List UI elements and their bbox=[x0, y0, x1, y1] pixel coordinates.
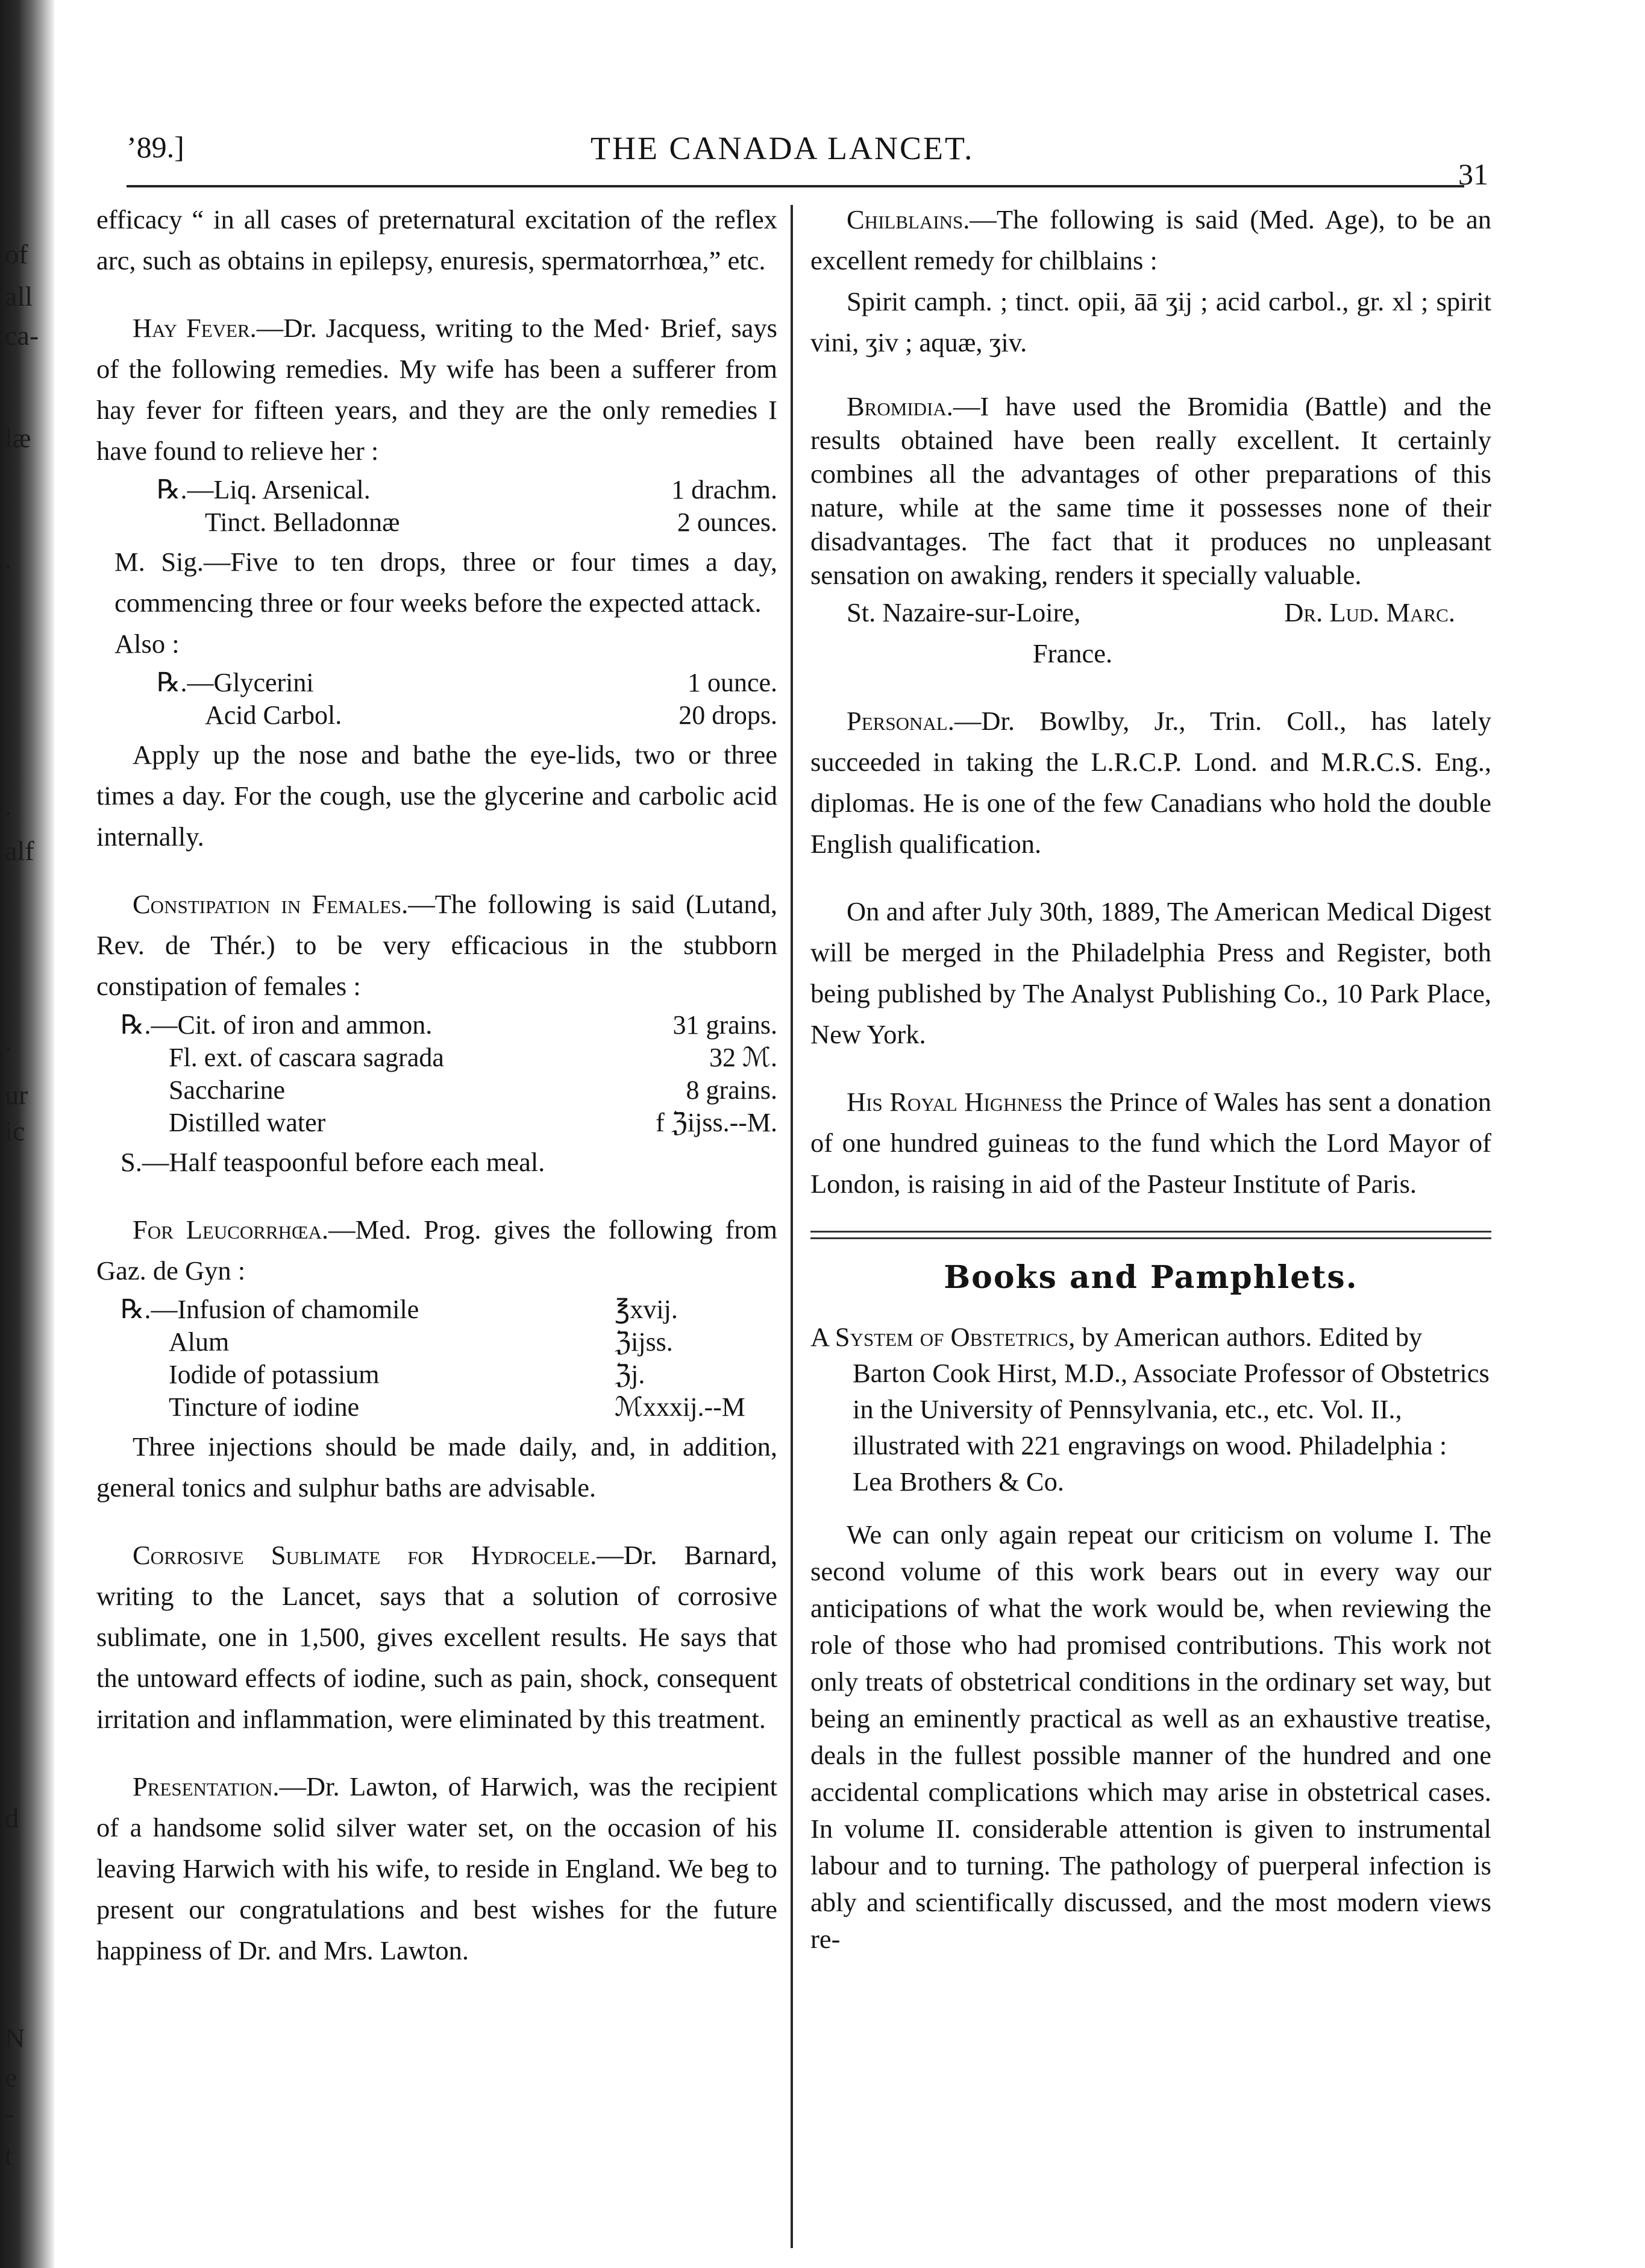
rx-amount: 31 grains. bbox=[672, 1010, 777, 1040]
constipation-article bbox=[96, 884, 777, 1183]
article-heading: Personal. bbox=[847, 706, 954, 736]
rx-item: ℞.—Infusion of chamomile bbox=[121, 1295, 419, 1324]
digest-notice: On and after July 30th, 1889, The American Medical Digest will be merged in the Philadelphia Press and Register, both being published by The Analyst Publishing Co., 10 Park Place, New York. bbox=[810, 896, 1491, 1049]
edge-fragment: . bbox=[5, 543, 12, 574]
article-body bbox=[96, 1209, 777, 1291]
prescription bbox=[96, 667, 777, 732]
signature-place: St. Nazaire-sur-Loire, bbox=[847, 597, 1081, 627]
edge-fragment: alf bbox=[5, 835, 34, 866]
edge-fragment: læ bbox=[5, 423, 31, 453]
chilblains-article bbox=[810, 199, 1491, 363]
rx-amount: ℳxxxij.--M bbox=[615, 1392, 745, 1422]
bromidia-article bbox=[810, 389, 1491, 674]
edge-fragment: of bbox=[5, 239, 28, 269]
rx-amount: ℨj. bbox=[615, 1360, 645, 1389]
rx-item: Tincture of iodine bbox=[169, 1392, 360, 1422]
rx-amount: f ℨijss.--M. bbox=[656, 1108, 777, 1137]
rx-item: ℞.—Liq. Arsenical. bbox=[157, 475, 371, 504]
prescription bbox=[96, 1293, 777, 1424]
epilepsy-paragraph: efficacy “ in all cases of preternatural excitation of the reflex arc, such as obtains in epilepsy, enuresis, spermatorrhœa,” etc. bbox=[96, 204, 777, 275]
signature-name: Dr. Lud. Marc. bbox=[1284, 597, 1455, 627]
article-body bbox=[96, 1766, 777, 1971]
also-label: Also : bbox=[114, 629, 180, 659]
article-text: —The following is said (Med. Age), to be an excellent remedy for chilblains : bbox=[810, 204, 1491, 275]
rx-item: ℞.—Glycerini bbox=[157, 668, 314, 697]
rx-amount: 20 drops. bbox=[678, 700, 777, 730]
rx-amount: 2 ounces. bbox=[677, 507, 777, 537]
rx-item: Tinct. Belladonnæ bbox=[205, 507, 400, 537]
rx-item: ℞.—Cit. of iron and ammon. bbox=[121, 1010, 433, 1040]
rx-amount: ℨijss. bbox=[615, 1327, 673, 1357]
rx-signature: M. Sig.—Five to ten drops, three or four times a day, commencing three or four weeks before the expected attack. bbox=[114, 547, 777, 618]
article-body bbox=[810, 389, 1491, 592]
rx-amount: 1 drachm. bbox=[671, 475, 777, 504]
article-text: Apply up the nose and bathe the eye-lids, two or three times a day. For the cough, use the glycerine and carbolic acid internally. bbox=[96, 740, 777, 852]
journal-title: THE CANADA LANCET. bbox=[591, 130, 974, 166]
article-body bbox=[96, 884, 777, 1007]
corrosive-sublimate-article bbox=[96, 1535, 777, 1739]
edge-fragment: N bbox=[5, 2023, 25, 2053]
rx-item: Acid Carbol. bbox=[205, 700, 342, 730]
formula: Spirit camph. ; tinct. opii, āā ʒij ; acid carbol., gr. xl ; spirit vini, ʒiv ; aquæ, ʒiv. bbox=[810, 286, 1491, 357]
article-text: —Dr. Lawton, of Harwich, was the recipient of a handsome solid silver water set, on the occasion of his leaving Harwich with his wife, to reside in England. We beg to present our congratulations and best wishes for the future happiness of Dr. and Mrs. Lawton. bbox=[96, 1771, 777, 1965]
prescription bbox=[96, 1009, 777, 1139]
edge-fragment: . bbox=[5, 1025, 12, 1056]
header-year: ’89.] bbox=[127, 130, 184, 164]
book-details: by American authors. Edited by Barton Cook Hirst, M.D., Associate Professor of Obstetrics in the University of Pennsylvania, etc., etc. Vol. II., illustrated with 221 engravings on wood. Philadelphia : Lea Brothers & Co. bbox=[853, 1322, 1490, 1497]
bromidia-signature bbox=[810, 592, 1491, 633]
article-body bbox=[96, 1535, 777, 1739]
section-rule bbox=[810, 1231, 1491, 1239]
rx-item: Saccharine bbox=[169, 1075, 285, 1105]
article-heading: Presentation. bbox=[133, 1771, 280, 1802]
personal-article bbox=[810, 700, 1491, 864]
edge-fragment: ic bbox=[5, 1116, 25, 1146]
book-title: A System of Obstetrics, bbox=[810, 1322, 1076, 1352]
article-text: —Dr. Bowlby, Jr., Trin. Coll., has lately succeeded in taking the L.R.C.P. Lond. and M.R.C.S. Eng., diplomas. He is one of the few Canadians who hold the double English qualification. bbox=[810, 706, 1491, 859]
left-column bbox=[96, 199, 777, 1997]
signature-country: France. bbox=[1032, 638, 1113, 668]
edge-fragment: . bbox=[5, 790, 12, 821]
rx-item: Fl. ext. of cascara sagrada bbox=[169, 1043, 444, 1072]
article-heading: Chilblains. bbox=[847, 204, 970, 234]
rx-item: Iodide of potassium bbox=[169, 1360, 380, 1389]
article-text: the Prince of Wales has sent a donation of one hundred guineas to the fund which the Lord Mayor of London, is raising in aid of the Pasteur Institute of Paris. bbox=[810, 1087, 1491, 1199]
edge-fragment: t bbox=[5, 2140, 13, 2171]
article-text: —The following is said (Lutand, Rev. de Thér.) to be very efficacious in the stubborn constipation of females : bbox=[96, 889, 777, 1001]
article-text: —Med. Prog. gives the following from Gaz. de Gyn : bbox=[96, 1214, 778, 1286]
rx-amount: 32 ℳ. bbox=[709, 1043, 777, 1072]
article-heading: His Royal Highness bbox=[847, 1087, 1063, 1117]
article-heading: Bromidia. bbox=[847, 391, 953, 421]
article-heading: Constipation in Females. bbox=[133, 889, 409, 919]
article-body bbox=[810, 1081, 1491, 1204]
edge-fragment: ur bbox=[5, 1079, 28, 1110]
rx-signature: S.—Half teaspoonful before each meal. bbox=[121, 1147, 545, 1177]
page-number: 31 bbox=[1458, 157, 1488, 191]
section-heading: Books and Pamphlets. bbox=[944, 1259, 1358, 1296]
article-text: —Dr. Barnard, writing to the Lancet, says that a solution of corrosive sublimate, one in 1,500, gives excellent results. He says that the untoward effects of iodine, such as pain, shock, consequent irritation and inflammation, were eliminated by this treatment. bbox=[96, 1540, 777, 1734]
rx-amount: 8 grains. bbox=[686, 1075, 777, 1105]
article-heading: For Leucorrhœa. bbox=[133, 1214, 329, 1245]
rx-item: Alum bbox=[169, 1327, 230, 1357]
article-text: —Dr. Jacquess, writing to the Med· Brief, says of the following remedies. My wife has been a sufferer from hay fever for fifteen years, and they are the only remedies I have found to relieve her : bbox=[96, 313, 777, 466]
edge-fragment: - bbox=[5, 2098, 14, 2129]
edge-fragment: d bbox=[5, 1803, 19, 1833]
right-column bbox=[810, 199, 1491, 1958]
royal-donation-article bbox=[810, 1081, 1491, 1204]
article-body bbox=[96, 307, 777, 471]
article-body bbox=[810, 199, 1491, 281]
article-text: Three injections should be made daily, and, in addition, general tonics and sulphur baths are advisable. bbox=[96, 1431, 777, 1503]
rx-item: Distilled water bbox=[169, 1108, 326, 1137]
leucorrhoea-article bbox=[96, 1209, 777, 1508]
edge-fragment: e bbox=[5, 2062, 17, 2093]
rx-amount: 1 ounce. bbox=[687, 668, 777, 697]
prescription bbox=[96, 474, 777, 539]
article-heading: Hay Fever. bbox=[133, 313, 257, 343]
article-body bbox=[810, 700, 1491, 864]
edge-fragment: ca- bbox=[5, 320, 39, 351]
column-divider bbox=[791, 205, 793, 2248]
rx-amount: ℥xvij. bbox=[615, 1295, 678, 1324]
running-header bbox=[127, 124, 1488, 190]
header-rule bbox=[127, 185, 1464, 187]
edge-fragment: all bbox=[5, 281, 33, 312]
article-text: —I have used the Bromidia (Battle) and the results obtained have been really excellent. It certainly combines all the advantages of other preparations of this nature, while at the same time it possesses none of their disadvantages. The fact that it produces no unpleasant sensation on awaking, renders it specially valuable. bbox=[810, 391, 1491, 590]
article-heading: Corrosive Sublimate for Hydrocele. bbox=[133, 1540, 597, 1570]
presentation-article bbox=[96, 1766, 777, 1971]
book-review: We can only again repeat our criticism on volume I. The second volume of this work bears out in every way our anticipations of what the work would be, when reviewing the role of those who had promised contributions. This work not only treats of obstetrical conditions in the ordinary set way, but being an eminently practical as well as an exhaustive treatise, deals in the fullest possible manner of the hundred and one accidental complications which may arise in obstetrical cases. In volume II. considerable attention is given to instrumental labour and to turning. The pathology of puerperal infection is ably and scientifically discussed, and the most modern views re- bbox=[810, 1519, 1491, 1954]
hay-fever-article bbox=[96, 307, 777, 857]
book-reference bbox=[810, 1319, 1491, 1500]
